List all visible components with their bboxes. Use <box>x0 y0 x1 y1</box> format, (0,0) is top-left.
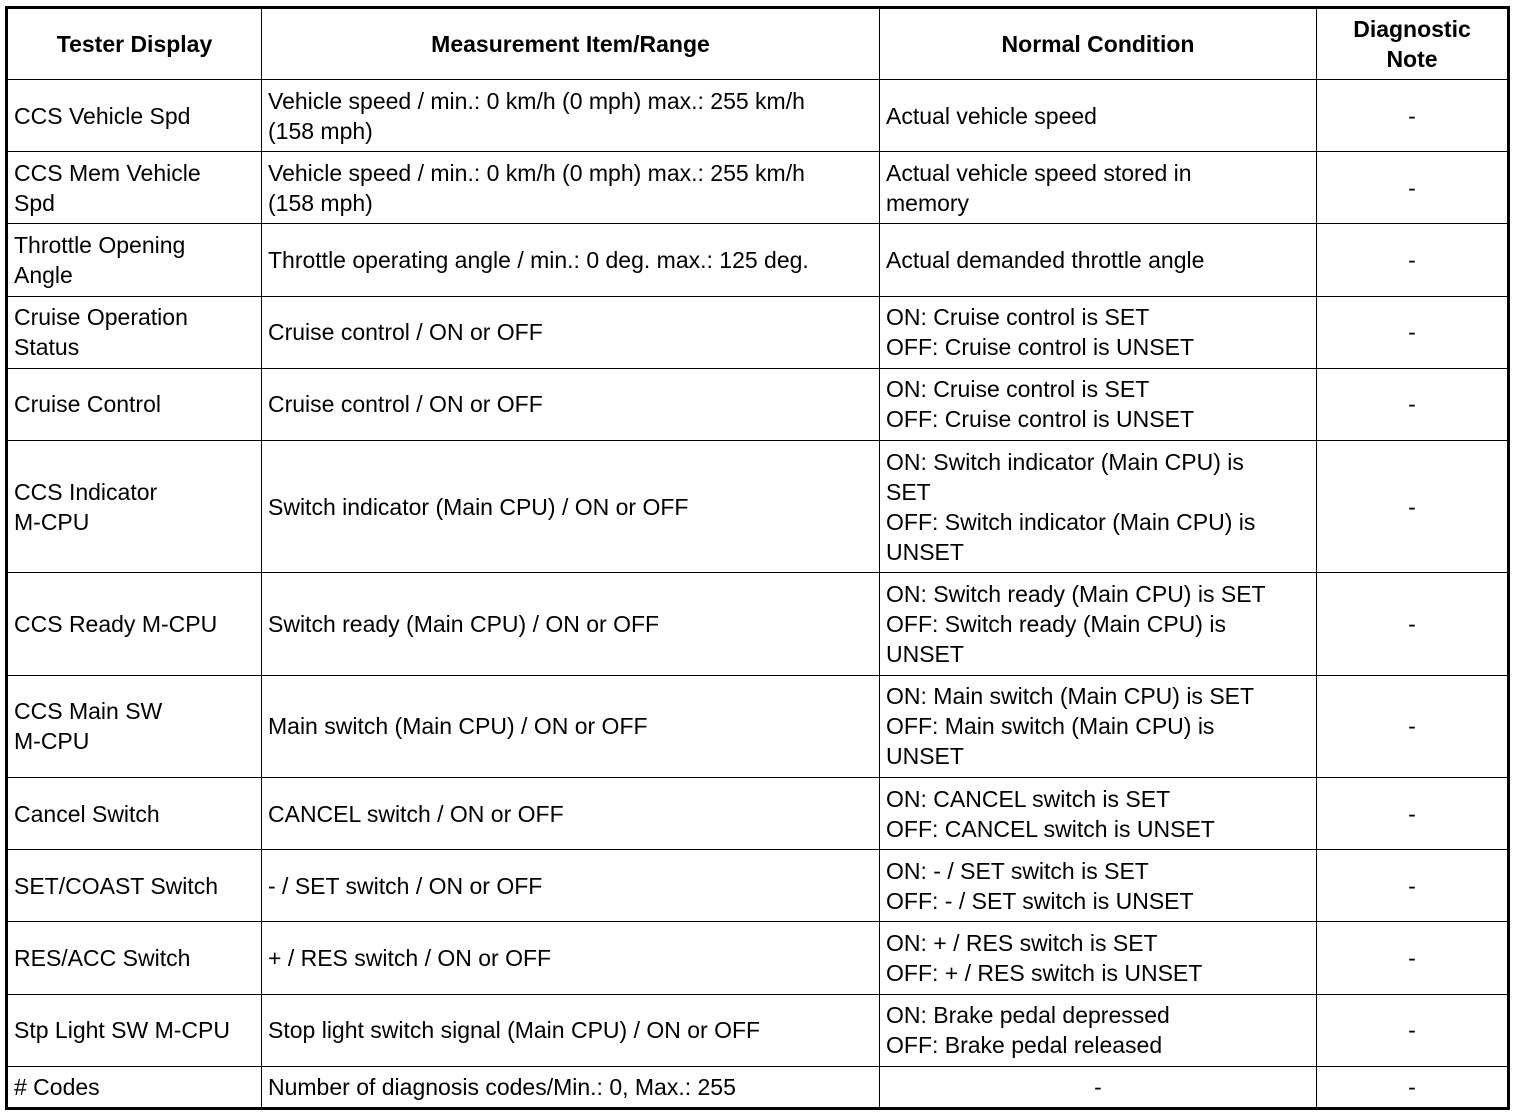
tester-display-cell: Stp Light SW M-CPU <box>7 994 262 1066</box>
normal-condition-cell: - <box>880 1066 1317 1108</box>
measurement-cell: Cruise control / ON or OFF <box>262 368 880 440</box>
diagnostic-note-cell: - <box>1317 368 1509 440</box>
tester-display-cell: RES/ACC Switch <box>7 922 262 994</box>
normal-condition-cell: ON: - / SET switch is SET OFF: - / SET switch is UNSET <box>880 850 1317 922</box>
normal-condition-cell: ON: CANCEL switch is SET OFF: CANCEL switch is UNSET <box>880 777 1317 849</box>
diagnostic-note-cell: - <box>1317 441 1509 573</box>
diagnostic-note-cell: - <box>1317 80 1509 152</box>
normal-condition-cell: ON: Switch ready (Main CPU) is SET OFF: Switch ready (Main CPU) is UNSET <box>880 573 1317 675</box>
measurement-cell: CANCEL switch / ON or OFF <box>262 777 880 849</box>
tester-display-cell: # Codes <box>7 1066 262 1108</box>
table-row <box>7 296 1509 368</box>
measurement-cell: - / SET switch / ON or OFF <box>262 850 880 922</box>
table-row <box>7 368 1509 440</box>
normal-condition-cell: Actual demanded throttle angle <box>880 224 1317 296</box>
tester-display-cell: Throttle Opening Angle <box>7 224 262 296</box>
measurement-cell: Number of diagnosis codes/Min.: 0, Max.: 255 <box>262 1066 880 1108</box>
table-row <box>7 994 1509 1066</box>
tester-display-cell: Cruise Control <box>7 368 262 440</box>
tester-display-cell: CCS Main SW M-CPU <box>7 675 262 777</box>
table-row <box>7 1066 1509 1108</box>
measurement-cell: Main switch (Main CPU) / ON or OFF <box>262 675 880 777</box>
normal-condition-cell: ON: Brake pedal depressed OFF: Brake pedal released <box>880 994 1317 1066</box>
table-row <box>7 675 1509 777</box>
normal-condition-cell: ON: Switch indicator (Main CPU) is SET OFF: Switch indicator (Main CPU) is UNSET <box>880 441 1317 573</box>
measurement-cell: Throttle operating angle / min.: 0 deg. max.: 125 deg. <box>262 224 880 296</box>
tester-display-cell: SET/COAST Switch <box>7 850 262 922</box>
measurement-cell: Vehicle speed / min.: 0 km/h (0 mph) max.: 255 km/h (158 mph) <box>262 80 880 152</box>
table-row <box>7 922 1509 994</box>
table-row <box>7 850 1509 922</box>
header-tester-display: Tester Display <box>7 8 262 80</box>
table-row <box>7 152 1509 224</box>
diagnostic-note-cell: - <box>1317 850 1509 922</box>
measurement-cell: Vehicle speed / min.: 0 km/h (0 mph) max.: 255 km/h (158 mph) <box>262 152 880 224</box>
measurement-cell: Stop light switch signal (Main CPU) / ON or OFF <box>262 994 880 1066</box>
diagnostic-note-cell: - <box>1317 675 1509 777</box>
normal-condition-cell: Actual vehicle speed <box>880 80 1317 152</box>
table-row <box>7 777 1509 849</box>
normal-condition-cell: ON: Cruise control is SET OFF: Cruise control is UNSET <box>880 368 1317 440</box>
normal-condition-cell: ON: Cruise control is SET OFF: Cruise control is UNSET <box>880 296 1317 368</box>
data-list-table <box>5 6 1510 1110</box>
table-row <box>7 573 1509 675</box>
table-row <box>7 224 1509 296</box>
diagnostic-note-cell: - <box>1317 573 1509 675</box>
diagnostic-note-cell: - <box>1317 224 1509 296</box>
tester-display-cell: CCS Mem Vehicle Spd <box>7 152 262 224</box>
tester-display-cell: CCS Ready M-CPU <box>7 573 262 675</box>
diagnostic-note-cell: - <box>1317 152 1509 224</box>
measurement-cell: + / RES switch / ON or OFF <box>262 922 880 994</box>
tester-display-cell: CCS Indicator M-CPU <box>7 441 262 573</box>
normal-condition-cell: ON: + / RES switch is SET OFF: + / RES switch is UNSET <box>880 922 1317 994</box>
tester-display-cell: CCS Vehicle Spd <box>7 80 262 152</box>
diagnostic-note-cell: - <box>1317 296 1509 368</box>
measurement-cell: Switch indicator (Main CPU) / ON or OFF <box>262 441 880 573</box>
measurement-cell: Cruise control / ON or OFF <box>262 296 880 368</box>
diagnostic-note-cell: - <box>1317 922 1509 994</box>
diagnostic-note-cell: - <box>1317 1066 1509 1108</box>
tester-display-cell: Cruise Operation Status <box>7 296 262 368</box>
table-row <box>7 441 1509 573</box>
tester-display-cell: Cancel Switch <box>7 777 262 849</box>
diagnostic-note-cell: - <box>1317 777 1509 849</box>
header-row <box>7 8 1509 80</box>
header-normal-condition: Normal Condition <box>880 8 1317 80</box>
measurement-cell: Switch ready (Main CPU) / ON or OFF <box>262 573 880 675</box>
normal-condition-cell: Actual vehicle speed stored in memory <box>880 152 1317 224</box>
table-row <box>7 80 1509 152</box>
header-diagnostic-note: Diagnostic Note <box>1317 8 1509 80</box>
header-measurement: Measurement Item/Range <box>262 8 880 80</box>
diagnostic-note-cell: - <box>1317 994 1509 1066</box>
normal-condition-cell: ON: Main switch (Main CPU) is SET OFF: Main switch (Main CPU) is UNSET <box>880 675 1317 777</box>
